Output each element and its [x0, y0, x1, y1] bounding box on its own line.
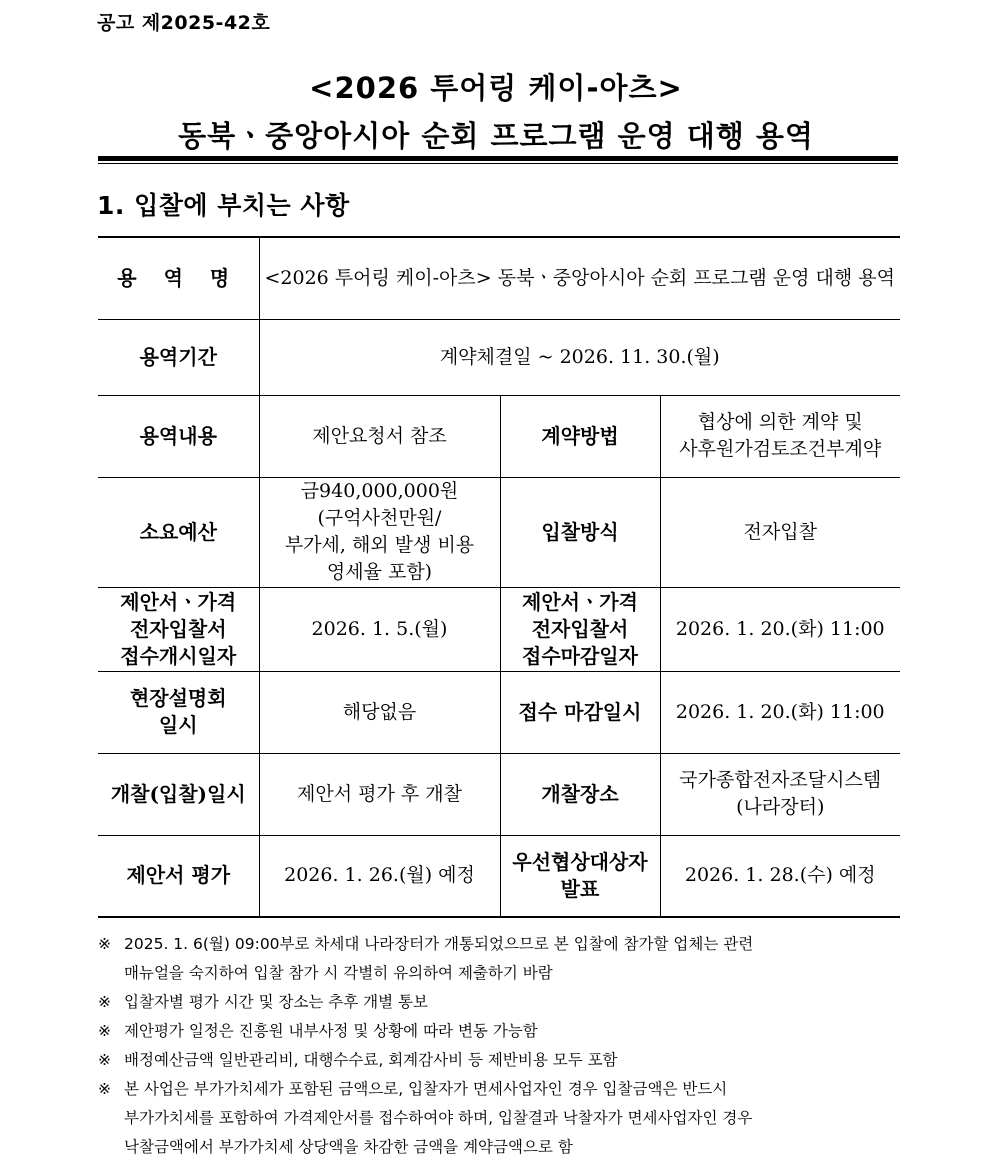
- row-evaluation: [98, 835, 900, 917]
- budget-value: [259, 477, 500, 587]
- notice-number: 공고 제2025-42호: [97, 12, 271, 34]
- priority-value: 2026. 1. 28.(수) 예정: [660, 835, 900, 917]
- service-name-label: 용 역 명: [98, 237, 259, 319]
- receipt-start-label-line-1: 제안서ㆍ가격: [120, 589, 237, 614]
- note-1-text: [124, 930, 900, 988]
- contract-method-value-line-2: 사후원가검토조건부계약: [679, 438, 882, 460]
- receipt-end-label-line-3: 접수마감일자: [522, 643, 638, 668]
- row-content: [98, 395, 900, 477]
- contract-method-value: [660, 395, 900, 477]
- deadline-label: 접수 마감일시: [500, 671, 660, 753]
- bid-info-table: [98, 236, 900, 918]
- receipt-start-label: [98, 587, 259, 671]
- row-service-name: [98, 237, 900, 319]
- row-receipt-dates: [98, 587, 900, 671]
- note-mark: ※: [98, 993, 111, 1011]
- priority-label-line-1: 우선협상대상자: [512, 849, 648, 874]
- note-5-line-2: 부가가치세를 포함하여 가격제안서를 접수하여야 하며, 입찰결과 낙찰자가 면세사업자인 경우: [124, 1109, 753, 1127]
- row-opening: [98, 753, 900, 835]
- briefing-label: [98, 671, 259, 753]
- row-briefing: [98, 671, 900, 753]
- content-value: 제안요청서 참조: [259, 395, 500, 477]
- title-line-1: <2026 투어링 케이-아츠>: [309, 71, 683, 105]
- content-label: 용역내용: [98, 395, 259, 477]
- evaluation-value: 2026. 1. 26.(월) 예정: [259, 835, 500, 917]
- opening-place-value-line-2: (나라장터): [736, 796, 825, 818]
- deadline-value: 2026. 1. 20.(화) 11:00: [660, 671, 900, 753]
- note-1-line-1: 2025. 1. 6(월) 09:00부로 차세대 나라장터가 개통되었으므로 본 입찰에 참가할 업체는 관련: [124, 935, 754, 953]
- title-rule-thin: [98, 163, 898, 164]
- note-2: [98, 988, 900, 1017]
- priority-label-line-2: 발표: [560, 876, 600, 901]
- receipt-end-label-line-1: 제안서ㆍ가격: [522, 589, 638, 614]
- note-3-text: 제안평가 일정은 진흥원 내부사정 및 상황에 따라 변동 가능함: [124, 1022, 538, 1040]
- receipt-start-label-line-2: 전자입찰서: [129, 616, 227, 641]
- priority-label: [500, 835, 660, 917]
- note-4-text: 배정예산금액 일반관리비, 대행수수료, 회계감사비 등 제반비용 모두 포함: [124, 1051, 618, 1069]
- contract-method-label: 계약방법: [500, 395, 660, 477]
- budget-value-line-2: (구억사천만원/: [317, 507, 442, 529]
- title-line-2: 동북ㆍ중앙아시아 순회 프로그램 운영 대행 용역: [178, 119, 814, 153]
- budget-value-line-1: 금940,000,000원: [300, 480, 459, 502]
- note-5-text: [124, 1075, 900, 1162]
- note-1: [98, 930, 900, 988]
- budget-value-line-4: 영세율 포함): [326, 561, 433, 583]
- evaluation-label: 제안서 평가: [98, 835, 259, 917]
- receipt-end-label: [500, 587, 660, 671]
- receipt-end-value: 2026. 1. 20.(화) 11:00: [660, 587, 900, 671]
- bid-method-label: 입찰방식: [500, 477, 660, 587]
- receipt-start-label-line-3: 접수개시일자: [120, 643, 237, 668]
- note-2-text: 입찰자별 평가 시간 및 장소는 추후 개별 통보: [124, 993, 429, 1011]
- note-4: [98, 1046, 900, 1075]
- note-mark: ※: [98, 1080, 111, 1098]
- note-3: [98, 1017, 900, 1046]
- note-mark: ※: [98, 935, 111, 953]
- contract-method-value-line-1: 협상에 의한 계약 및: [697, 411, 863, 433]
- opening-label: 개찰(입찰)일시: [98, 753, 259, 835]
- budget-value-line-3: 부가세, 해외 발생 비용: [284, 534, 475, 556]
- note-5: [98, 1075, 900, 1162]
- briefing-label-line-1: 현장설명회: [129, 686, 227, 710]
- note-mark: ※: [98, 1051, 111, 1069]
- row-budget: [98, 477, 900, 587]
- note-5-line-3: 낙찰금액에서 부가가치세 상당액을 차감한 금액을 계약금액으로 함: [124, 1138, 573, 1156]
- opening-place-label: 개찰장소: [500, 753, 660, 835]
- note-5-line-1: 본 사업은 부가가치세가 포함된 금액으로, 입찰자가 면세사업자인 경우 입찰금액은 반드시: [124, 1080, 728, 1098]
- section-heading: 1. 입찰에 부치는 사항: [97, 191, 350, 220]
- briefing-value: 해당없음: [259, 671, 500, 753]
- opening-value: 제안서 평가 후 개찰: [259, 753, 500, 835]
- opening-place-value-line-1: 국가종합전자조달시스템: [679, 769, 882, 791]
- notes: [98, 930, 900, 1162]
- note-mark: ※: [98, 1022, 111, 1040]
- budget-label: 소요예산: [98, 477, 259, 587]
- service-name-value: <2026 투어링 케이-아츠> 동북ㆍ중앙아시아 순회 프로그램 운영 대행 용역: [259, 237, 900, 319]
- receipt-end-label-line-2: 전자입찰서: [531, 616, 629, 641]
- opening-place-value: [660, 753, 900, 835]
- period-label: 용역기간: [98, 319, 259, 395]
- period-value: 계약체결일 ~ 2026. 11. 30.(월): [259, 319, 900, 395]
- title-rule-thick: [98, 156, 898, 161]
- note-1-line-2: 매뉴얼을 숙지하여 입찰 참가 시 각별히 유의하여 제출하기 바람: [124, 964, 553, 982]
- bid-method-value: 전자입찰: [660, 477, 900, 587]
- briefing-label-line-2: 일시: [158, 713, 198, 737]
- row-period: [98, 319, 900, 395]
- receipt-start-value: 2026. 1. 5.(월): [259, 587, 500, 671]
